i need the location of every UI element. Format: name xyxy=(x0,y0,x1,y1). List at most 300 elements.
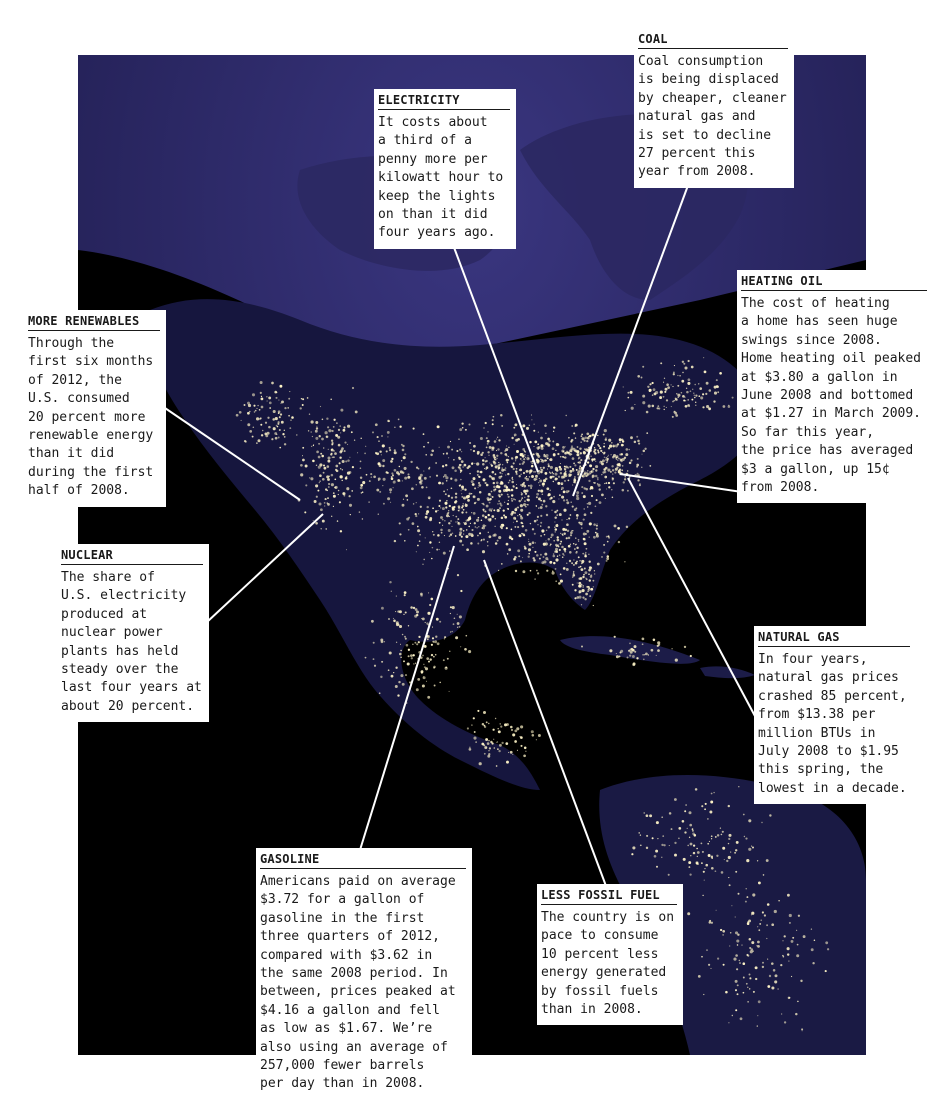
city-light-dot xyxy=(402,471,404,473)
city-light-dot xyxy=(412,522,415,525)
city-light-dot xyxy=(374,665,376,667)
city-light-dot xyxy=(382,485,383,486)
city-light-dot xyxy=(410,654,413,657)
city-light-dot xyxy=(507,462,509,464)
city-light-dot xyxy=(783,956,785,958)
city-light-dot xyxy=(346,487,349,490)
city-light-dot xyxy=(569,560,571,562)
city-light-dot xyxy=(381,454,382,455)
city-light-dot xyxy=(693,392,694,393)
city-light-dot xyxy=(561,519,562,520)
city-light-dot xyxy=(393,672,394,673)
city-light-dot xyxy=(580,452,582,454)
city-light-dot xyxy=(418,477,421,480)
city-light-dot xyxy=(570,501,571,502)
city-light-dot xyxy=(436,549,438,551)
city-light-dot xyxy=(685,405,688,408)
city-light-dot xyxy=(604,469,605,470)
city-light-dot xyxy=(454,479,457,482)
city-light-dot xyxy=(318,443,320,445)
city-light-dot xyxy=(555,544,558,547)
city-light-dot xyxy=(501,467,503,469)
city-light-dot xyxy=(429,541,431,543)
city-light-dot xyxy=(548,463,550,465)
city-light-dot xyxy=(399,466,400,467)
city-light-dot xyxy=(328,483,330,485)
city-light-dot xyxy=(472,483,475,486)
city-light-dot xyxy=(557,453,559,455)
city-light-dot xyxy=(588,554,589,555)
city-light-dot xyxy=(446,514,449,517)
city-light-dot xyxy=(419,481,421,483)
city-light-dot xyxy=(391,472,393,474)
city-light-dot xyxy=(578,541,579,542)
city-light-dot xyxy=(404,453,406,455)
city-light-dot xyxy=(316,465,317,466)
city-light-dot xyxy=(479,532,481,534)
city-light-dot xyxy=(459,449,461,451)
city-light-dot xyxy=(587,473,589,475)
city-light-dot xyxy=(588,480,590,482)
city-light-dot xyxy=(538,497,541,500)
city-light-dot xyxy=(517,750,518,751)
city-light-dot xyxy=(364,452,366,454)
renewables-title: MORE RENEWABLES xyxy=(28,314,160,331)
city-light-dot xyxy=(546,570,548,572)
city-light-dot xyxy=(498,536,501,539)
city-light-dot xyxy=(704,868,705,869)
city-light-dot xyxy=(488,750,489,751)
city-light-dot xyxy=(435,636,437,638)
city-light-dot xyxy=(493,486,496,489)
city-light-dot xyxy=(784,935,786,937)
city-light-dot xyxy=(491,465,493,467)
city-light-dot xyxy=(578,591,580,593)
city-light-dot xyxy=(515,456,517,458)
city-light-dot xyxy=(594,573,595,574)
city-light-dot xyxy=(520,560,522,562)
city-light-dot xyxy=(603,552,605,554)
city-light-dot xyxy=(739,962,741,964)
city-light-dot xyxy=(515,439,518,442)
city-light-dot xyxy=(399,625,402,628)
city-light-dot xyxy=(549,498,551,500)
city-light-dot xyxy=(478,482,480,484)
city-light-dot xyxy=(598,445,600,447)
city-light-dot xyxy=(499,464,501,466)
city-light-dot xyxy=(674,798,677,801)
city-light-dot xyxy=(455,535,457,537)
city-light-dot xyxy=(362,481,365,484)
city-light-dot xyxy=(440,516,443,519)
city-light-dot xyxy=(291,416,294,419)
city-light-dot xyxy=(492,471,495,474)
city-light-dot xyxy=(342,492,345,495)
city-light-dot xyxy=(440,529,443,532)
city-light-dot xyxy=(420,506,422,508)
city-light-dot xyxy=(562,446,565,449)
city-light-dot xyxy=(268,396,271,399)
city-light-dot xyxy=(589,536,590,537)
city-light-dot xyxy=(542,493,544,495)
city-light-dot xyxy=(300,464,303,467)
city-light-dot xyxy=(318,466,321,469)
city-light-dot xyxy=(617,527,620,530)
city-light-dot xyxy=(331,483,334,486)
city-light-dot xyxy=(660,362,662,364)
city-light-dot xyxy=(483,427,484,428)
city-light-dot xyxy=(337,520,338,521)
city-light-dot xyxy=(702,895,703,896)
city-light-dot xyxy=(576,497,579,500)
city-light-dot xyxy=(316,426,317,427)
city-light-dot xyxy=(395,611,396,612)
city-light-dot xyxy=(339,451,342,454)
city-light-dot xyxy=(721,871,724,874)
city-light-dot xyxy=(554,521,555,522)
city-light-dot xyxy=(328,457,331,460)
city-light-dot xyxy=(514,434,517,437)
city-light-dot xyxy=(435,510,437,512)
city-light-dot xyxy=(327,502,328,503)
city-light-dot xyxy=(309,477,310,478)
city-light-dot xyxy=(540,467,542,469)
city-light-dot xyxy=(589,435,592,438)
city-light-dot xyxy=(534,441,537,444)
city-light-dot xyxy=(517,549,520,552)
city-light-dot xyxy=(535,471,536,472)
city-light-dot xyxy=(703,871,705,873)
city-light-dot xyxy=(580,577,583,580)
city-light-dot xyxy=(605,476,607,478)
city-light-dot xyxy=(501,563,503,565)
city-light-dot xyxy=(568,537,571,540)
city-light-dot xyxy=(501,494,503,496)
city-light-dot xyxy=(457,521,458,522)
city-light-dot xyxy=(340,530,342,532)
city-light-dot xyxy=(342,460,345,463)
city-light-dot xyxy=(488,723,489,724)
city-light-dot xyxy=(578,522,580,524)
city-light-dot xyxy=(366,474,368,476)
city-light-dot xyxy=(526,499,528,501)
city-light-dot xyxy=(722,831,724,833)
city-light-dot xyxy=(713,792,714,793)
city-light-dot xyxy=(661,844,663,846)
city-light-dot xyxy=(614,636,616,638)
city-light-dot xyxy=(482,527,483,528)
city-light-dot xyxy=(540,554,542,556)
city-light-dot xyxy=(706,382,709,385)
city-light-dot xyxy=(678,827,681,830)
city-light-dot xyxy=(767,903,770,906)
city-light-dot xyxy=(489,535,492,538)
city-light-dot xyxy=(620,650,623,653)
city-light-dot xyxy=(505,467,507,469)
city-light-dot xyxy=(448,522,450,524)
city-light-dot xyxy=(663,396,665,398)
city-light-dot xyxy=(415,513,417,515)
city-light-dot xyxy=(460,469,462,471)
city-light-dot xyxy=(774,980,777,983)
city-light-dot xyxy=(577,582,578,583)
city-light-dot xyxy=(509,480,511,482)
city-light-dot xyxy=(492,423,494,425)
city-light-dot xyxy=(577,471,580,474)
city-light-dot xyxy=(673,373,675,375)
city-light-dot xyxy=(429,476,430,477)
city-light-dot xyxy=(464,648,467,651)
city-light-dot xyxy=(403,456,406,459)
city-light-dot xyxy=(445,667,448,670)
city-light-dot xyxy=(789,914,792,917)
city-light-dot xyxy=(514,444,515,445)
city-light-dot xyxy=(728,838,730,840)
city-light-dot xyxy=(439,682,441,684)
city-light-dot xyxy=(404,594,406,596)
city-light-dot xyxy=(657,645,659,647)
city-light-dot xyxy=(467,499,470,502)
city-light-dot xyxy=(501,524,502,525)
fossil-callout xyxy=(537,884,683,1025)
city-light-dot xyxy=(388,669,390,671)
fossil-text: The country is on pace to consume 10 percent less energy generated by fossil fuels than in 2008. xyxy=(541,910,675,1018)
city-light-dot xyxy=(449,651,450,652)
city-light-dot xyxy=(483,539,485,541)
city-light-dot xyxy=(606,536,608,538)
city-light-dot xyxy=(565,471,567,473)
city-light-dot xyxy=(355,410,358,413)
city-light-dot xyxy=(585,577,586,578)
city-light-dot xyxy=(515,518,517,520)
city-light-dot xyxy=(687,828,688,829)
city-light-dot xyxy=(521,492,522,493)
city-light-dot xyxy=(373,642,375,644)
city-light-dot xyxy=(326,436,327,437)
city-light-dot xyxy=(487,499,490,502)
city-light-dot xyxy=(539,479,542,482)
city-light-dot xyxy=(563,451,565,453)
city-light-dot xyxy=(491,508,492,509)
city-light-dot xyxy=(736,968,738,970)
city-light-dot xyxy=(493,455,495,457)
city-light-dot xyxy=(416,643,418,645)
city-light-dot xyxy=(703,357,704,358)
city-light-dot xyxy=(457,574,459,576)
city-light-dot xyxy=(582,576,584,578)
city-light-dot xyxy=(523,503,526,506)
city-light-dot xyxy=(373,658,375,660)
city-light-dot xyxy=(487,451,489,453)
city-light-dot xyxy=(496,455,498,457)
city-light-dot xyxy=(627,657,629,659)
city-light-dot xyxy=(261,398,263,400)
city-light-dot xyxy=(525,493,527,495)
city-light-dot xyxy=(483,711,486,714)
city-light-dot xyxy=(416,502,417,503)
city-light-dot xyxy=(333,506,334,507)
city-light-dot xyxy=(438,482,440,484)
city-light-dot xyxy=(746,983,748,985)
city-light-dot xyxy=(574,464,576,466)
city-light-dot xyxy=(394,449,396,451)
city-light-dot xyxy=(486,466,489,469)
city-light-dot xyxy=(452,606,455,609)
city-light-dot xyxy=(323,465,325,467)
city-light-dot xyxy=(508,500,509,501)
city-light-dot xyxy=(514,508,517,511)
city-light-dot xyxy=(338,494,339,495)
city-light-dot xyxy=(720,827,721,828)
city-light-dot xyxy=(666,399,668,401)
city-light-dot xyxy=(796,930,797,931)
city-light-dot xyxy=(743,977,745,979)
city-light-dot xyxy=(572,484,573,485)
city-light-dot xyxy=(548,438,549,439)
city-light-dot xyxy=(429,658,431,660)
city-light-dot xyxy=(357,452,358,453)
city-light-dot xyxy=(657,649,660,652)
city-light-dot xyxy=(708,854,711,857)
city-light-dot xyxy=(642,401,645,404)
city-light-dot xyxy=(574,478,575,479)
city-light-dot xyxy=(552,447,555,450)
city-light-dot xyxy=(648,654,649,655)
city-light-dot xyxy=(516,473,517,474)
city-light-dot xyxy=(554,516,556,518)
city-light-dot xyxy=(360,477,362,479)
city-light-dot xyxy=(333,495,336,498)
city-light-dot xyxy=(471,480,474,483)
city-light-dot xyxy=(258,439,261,442)
city-light-dot xyxy=(426,657,429,660)
city-light-dot xyxy=(516,507,517,508)
city-light-dot xyxy=(339,462,341,464)
city-light-dot xyxy=(515,460,516,461)
city-light-dot xyxy=(556,510,558,512)
city-light-dot xyxy=(499,744,502,747)
city-light-dot xyxy=(547,494,549,496)
city-light-dot xyxy=(541,504,543,506)
city-light-dot xyxy=(376,489,379,492)
city-light-dot xyxy=(506,761,509,764)
city-light-dot xyxy=(536,478,538,480)
city-light-dot xyxy=(425,516,428,519)
city-light-dot xyxy=(644,448,646,450)
city-light-dot xyxy=(423,446,425,448)
city-light-dot xyxy=(442,507,445,510)
city-light-dot xyxy=(520,509,523,512)
city-light-dot xyxy=(656,407,658,409)
city-light-dot xyxy=(587,503,588,504)
city-light-dot xyxy=(616,459,618,461)
city-light-dot xyxy=(296,434,297,435)
city-light-dot xyxy=(335,434,338,437)
city-light-dot xyxy=(729,945,730,946)
city-light-dot xyxy=(581,435,583,437)
city-light-dot xyxy=(689,873,691,875)
city-light-dot xyxy=(572,576,573,577)
city-light-dot xyxy=(702,851,704,853)
city-light-dot xyxy=(749,974,751,976)
city-light-dot xyxy=(329,476,331,478)
city-light-dot xyxy=(780,964,782,966)
city-light-dot xyxy=(408,649,410,651)
city-light-dot xyxy=(450,613,451,614)
city-light-dot xyxy=(465,535,468,538)
city-light-dot xyxy=(446,452,448,454)
city-light-dot xyxy=(681,392,683,394)
city-light-dot xyxy=(476,527,478,529)
city-light-dot xyxy=(528,548,531,551)
city-light-dot xyxy=(533,446,534,447)
city-light-dot xyxy=(552,570,553,571)
city-light-dot xyxy=(413,607,415,609)
city-light-dot xyxy=(611,465,613,467)
city-light-dot xyxy=(247,412,250,415)
city-light-dot xyxy=(691,366,694,369)
city-light-dot xyxy=(259,409,261,411)
city-light-dot xyxy=(511,489,514,492)
city-light-dot xyxy=(586,440,588,442)
city-light-dot xyxy=(643,812,644,813)
city-light-dot xyxy=(755,966,758,969)
city-light-dot xyxy=(463,530,465,532)
city-light-dot xyxy=(432,507,434,509)
city-light-dot xyxy=(528,458,529,459)
city-light-dot xyxy=(735,849,737,851)
city-light-dot xyxy=(279,447,281,449)
city-light-dot xyxy=(600,450,602,452)
city-light-dot xyxy=(576,494,579,497)
city-light-dot xyxy=(463,509,465,511)
city-light-dot xyxy=(343,429,346,432)
city-light-dot xyxy=(524,547,527,550)
city-light-dot xyxy=(395,685,398,688)
city-light-dot xyxy=(511,500,513,502)
city-light-dot xyxy=(534,520,537,523)
city-light-dot xyxy=(465,503,466,504)
city-light-dot xyxy=(784,1021,786,1023)
city-light-dot xyxy=(437,642,440,645)
city-light-dot xyxy=(578,556,580,558)
fossil-title: LESS FOSSIL FUEL xyxy=(541,888,677,905)
city-light-dot xyxy=(348,471,351,474)
city-light-dot xyxy=(553,453,556,456)
city-light-dot xyxy=(523,754,526,757)
city-light-dot xyxy=(352,387,354,389)
city-light-dot xyxy=(398,681,400,683)
city-light-dot xyxy=(368,501,370,503)
city-light-dot xyxy=(671,406,672,407)
city-light-dot xyxy=(757,1015,758,1016)
city-light-dot xyxy=(589,522,592,525)
city-light-dot xyxy=(570,440,572,442)
city-light-dot xyxy=(551,510,552,511)
city-light-dot xyxy=(576,450,579,453)
city-light-dot xyxy=(597,563,600,566)
city-light-dot xyxy=(536,496,538,498)
city-light-dot xyxy=(444,636,446,638)
city-light-dot xyxy=(382,465,384,467)
city-light-dot xyxy=(527,514,529,516)
city-light-dot xyxy=(498,510,499,511)
city-light-dot xyxy=(661,816,663,818)
city-light-dot xyxy=(408,655,410,657)
city-light-dot xyxy=(468,517,471,520)
city-light-dot xyxy=(312,460,315,463)
city-light-dot xyxy=(539,558,541,560)
